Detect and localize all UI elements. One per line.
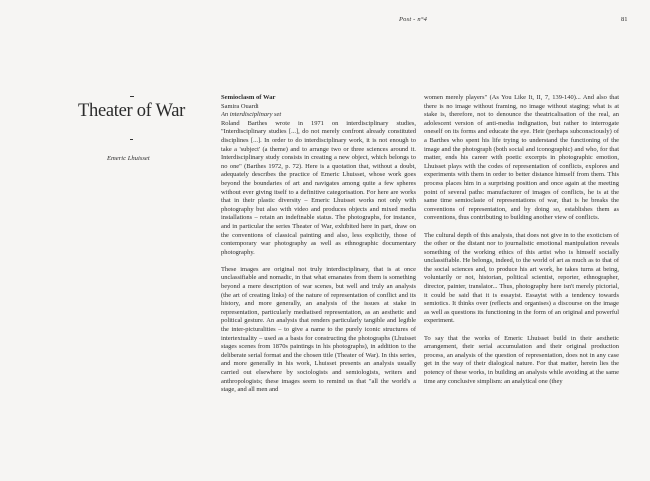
paragraph: To say that the works of Emeric Lhuisset build in their aesthetic arrangement, their serial accumulation and their original production process, an analysis of the question of representation, does not in any case get in the way of their dialogical nature. For that matter, herein lies the potency of these works, in building an analysis while avoiding at the same time any conclusive simplism: an analytical one (they bbox=[424, 334, 619, 385]
text-column-left bbox=[221, 94, 416, 478]
page-title: Theater of War bbox=[78, 101, 185, 121]
paragraph: women merely players" (As You Like It, II, 7, 139-140)... And also that there is no image without framing, no image without staging; what is at stake is, therefore, not to denounce the theatricalisation of the real, an adolescent version of anti-media indignation, but rather to interrogate oneself on its forms and educate the eye. Heir (perhaps subconsciously) of a Barthes who spent his life trying to understand the functioning of the image and the photograph (both social and iconographic) and who, for that matter, ends his career with poetic excerpts in photographic emotion, Lhuisset plays with the codes of representation of conflicts, explores and experiments with them in order to better distance himself from them. This process places him in a surprising position and once again at the meeting point of several paths: manufacturer of images of conflicts, he is at the same time semioclaste of representations of war, that is he breaks the conventions of representation, and by doing so, establishes them as conventions, thus contributing to building another view of conflicts. bbox=[424, 94, 619, 222]
paragraph: These images are original not truly interdisciplinary, that is at once unclassifiable and nomadic, in that what emanates from them is something beyond a mere description of war scenes, but well and truly an analysis (the art of creating links) of the nature of representation of conflict and its history, and more generally, an analysis of the issues at stake in representation, particularly mediatised representation, as an aesthetic and political gesture. An analysis that renders particularly tangible and legible the inter-picturalities – to give a name to the purely iconic structures of intertextuality – used as a basis for constructing the photographs (Lhuisset stages scenes from 1870s paintings in his photographs), in addition to the deliberate serial format and the chosen title (Theater of War). In this series, and more generally in his work, Lhuisset presents an analysis usually carried out elsewhere by sociologists and semiologists, writers and anthropologists; these images seem to remind us that "all the world's a stage, and all men and bbox=[221, 265, 416, 394]
text-column-right bbox=[424, 94, 619, 478]
title-dash-top bbox=[130, 96, 134, 97]
article-author: Samira Ouardi bbox=[221, 102, 259, 110]
paragraph: Roland Barthes wrote in 1971 on interdisciplinary studies, "Interdisciplinary studies [...], do not merely confront already constituted disciplines [...]. In order to do interdisciplinary work, it is not enough to take a 'subject' (a theme) and to arrange two or three sciences around it. Interdisciplinary study consists in creating a new object, which belongs to no one" (Barthes 1972, p. 72). Here is a quotation that, without a doubt, adequately describes the practice of Emeric Lhuisset, whose work goes beyond the boundaries of art and navigates among quite a few spheres without ever giving itself to a definitive categorisation. For here are works that in their plastic diversity – Emeric Lhuisset works not only with photography but also with video and produces objects and mixed media installations – retain an indefinable status. The photographs, for instance, and in particular the series Theater of War, exhibited here in part, draw on the conventions of classical painting and also, less explicitly, those of contemporary war photography as well as ethnographic documentary photography. bbox=[221, 119, 416, 256]
article-subtitle: An interdisciplinary set bbox=[221, 111, 282, 119]
title-dash-bottom bbox=[130, 139, 133, 140]
page-number: 81 bbox=[621, 16, 628, 23]
journal-title: Post - n°4 bbox=[399, 16, 428, 23]
paragraph: The cultural depth of this analysis, that does not give in to the exoticism of the other or the distant nor to journalistic emotional manipulation reveals something of the working ethics of this artist who is himself socially unclassifiable. He belongs, indeed, to the world of art as much as to that of the social sciences and, to produce his art work, he takes turns at being, voluntarily or not, historian, political scientist, reporter, ethnographer, director, painter, translator... Thus, photography here isn't merely pictorial, it could be said that it is essayist. Essayist with a tendency towards semiotics. It thinks over (reflects and organises) a discourse on the image as well as questions its functioning in the form of an original and powerful experiment. bbox=[424, 231, 619, 325]
article-title: Semioclasm of War bbox=[221, 94, 276, 101]
artist-name: Emeric Lhuisset bbox=[107, 155, 150, 162]
